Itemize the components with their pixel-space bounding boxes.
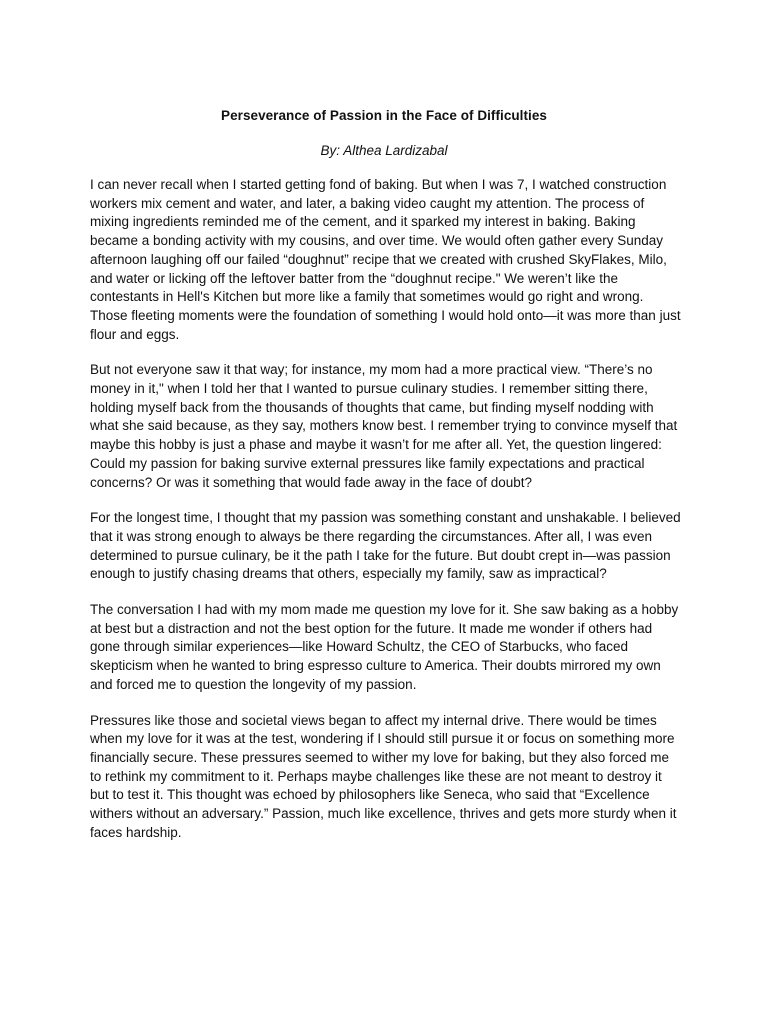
- document-title: Perseverance of Passion in the Face of Difficulties: [221, 108, 547, 123]
- paragraph: The conversation I had with my mom made me question my love for it. She saw baking as a hobby at best but a distraction and not the best option for the future. It made me wonder if others had gone through similar experiences—like Howard Schultz, the CEO of Starbucks, who faced skepticism when he wanted to bring espresso culture to America. Their doubts mirrored my own and forced me to question the longevity of my passion.: [90, 602, 679, 692]
- document-author: By: Althea Lardizabal: [320, 143, 448, 158]
- paragraph: But not everyone saw it that way; for instance, my mom had a more practical view. “There’s no money in it," when I told her that I wanted to pursue culinary studies. I remember sitting there, holding myself back from the thousands of thoughts that came, but finding myself nodding with what she said because, as they say, mothers know best. I remember trying to convince myself that maybe this hobby is just a phase and maybe it wasn’t for me after all. Yet, the question lingered: Could my passion for baking survive external pressures like family expectations and practical concerns? Or was it something that would fade away in the face of doubt?: [90, 362, 678, 490]
- paragraph: For the longest time, I thought that my passion was something constant and unshakable. I believed that it was strong enough to always be there regarding the circumstances. After all, I was even determined to pursue culinary, be it the path I take for the future. But doubt crept in—was passion enough to justify chasing dreams that others, especially my family, saw as impractical?: [90, 510, 681, 582]
- paragraph: I can never recall when I started getting fond of baking. But when I was 7, I watched construction workers mix cement and water, and later, a baking video caught my attention. The process of mixing ingredients reminded me of the cement, and it sparked my interest in baking. Baking became a bonding activity with my cousins, and over time. We would often gather every Sunday afternoon laughing off our failed “doughnut” recipe that we created with crushed SkyFlakes, Milo, and water or licking off the leftover batter from the “doughnut recipe." We weren’t like the contestants in Hell's Kitchen but more like a family that sometimes would go right and wrong. Those fleeting moments were the foundation of something I would hold onto—it was more than just flour and eggs.: [90, 177, 681, 342]
- paragraph: Pressures like those and societal views began to affect my internal drive. There would be times when my love for it was at the test, wondering if I should still pursue it or focus on something more financially secure. These pressures seemed to wither my love for baking, but they also forced me to rethink my commitment to it. Perhaps maybe challenges like these are not meant to destroy it but to test it. This thought was echoed by philosophers like Seneca, who said that “Excellence withers without an adversary.” Passion, much like excellence, thrives and gets more sturdy when it faces hardship.: [90, 712, 677, 840]
- document-body: [90, 176, 682, 860]
